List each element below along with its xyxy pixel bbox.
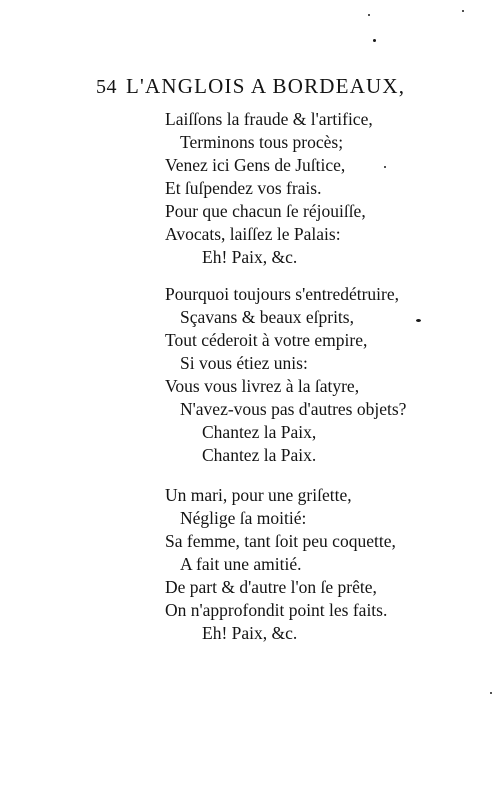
verse-line: Sçavans & beaux eſprits, [180,307,354,327]
verse-line: Néglige ſa moitié: [180,508,307,528]
verse-line: Chantez la Paix, [202,422,317,442]
verse-line: Sa femme, tant ſoit peu coquette, [165,531,396,551]
verse-line: Terminons tous procès; [180,132,344,152]
verse-line: Et ſuſpendez vos frais. [165,178,322,198]
paper-speck [384,166,386,168]
verse-line: Vous vous livrez à la ſatyre, [165,376,360,396]
verse-line: N'avez-vous pas d'autres objets? [180,399,407,419]
verse-line: Pourquoi toujours s'entredétruire, [165,284,400,304]
verse-line: On n'approfondit point les faits. [165,600,388,620]
verse-line: Avocats, laiſſez le Palais: [165,224,341,244]
verse-line: Chantez la Paix. [202,445,317,465]
verse-line: Laiſſons la fraude & l'artifice, [165,109,373,129]
verse-line: Pour que chacun ſe réjouiſſe, [165,201,366,221]
paper-speck [373,39,376,42]
verse-line: Un mari, pour une griſette, [165,485,352,505]
paper-speck [368,14,370,16]
page-header [96,74,406,104]
paper-speck [416,319,421,322]
paper-speck [462,10,464,12]
verse-line: Tout céderoit à votre empire, [165,330,368,350]
verse-line: Si vous étiez unis: [180,353,308,373]
running-title: L'ANGLOIS A BORDEAUX, [126,74,406,98]
verse-line: Venez ici Gens de Juſtice, [165,155,346,175]
verse-line: A fait une amitié. [180,554,302,574]
paper-speck [490,692,492,694]
page-number: 54 [96,76,117,98]
verse-line: Eh! Paix, &c. [202,247,298,267]
verse-line: De part & d'autre l'on ſe prête, [165,577,377,597]
verse-line: Eh! Paix, &c. [202,623,298,643]
